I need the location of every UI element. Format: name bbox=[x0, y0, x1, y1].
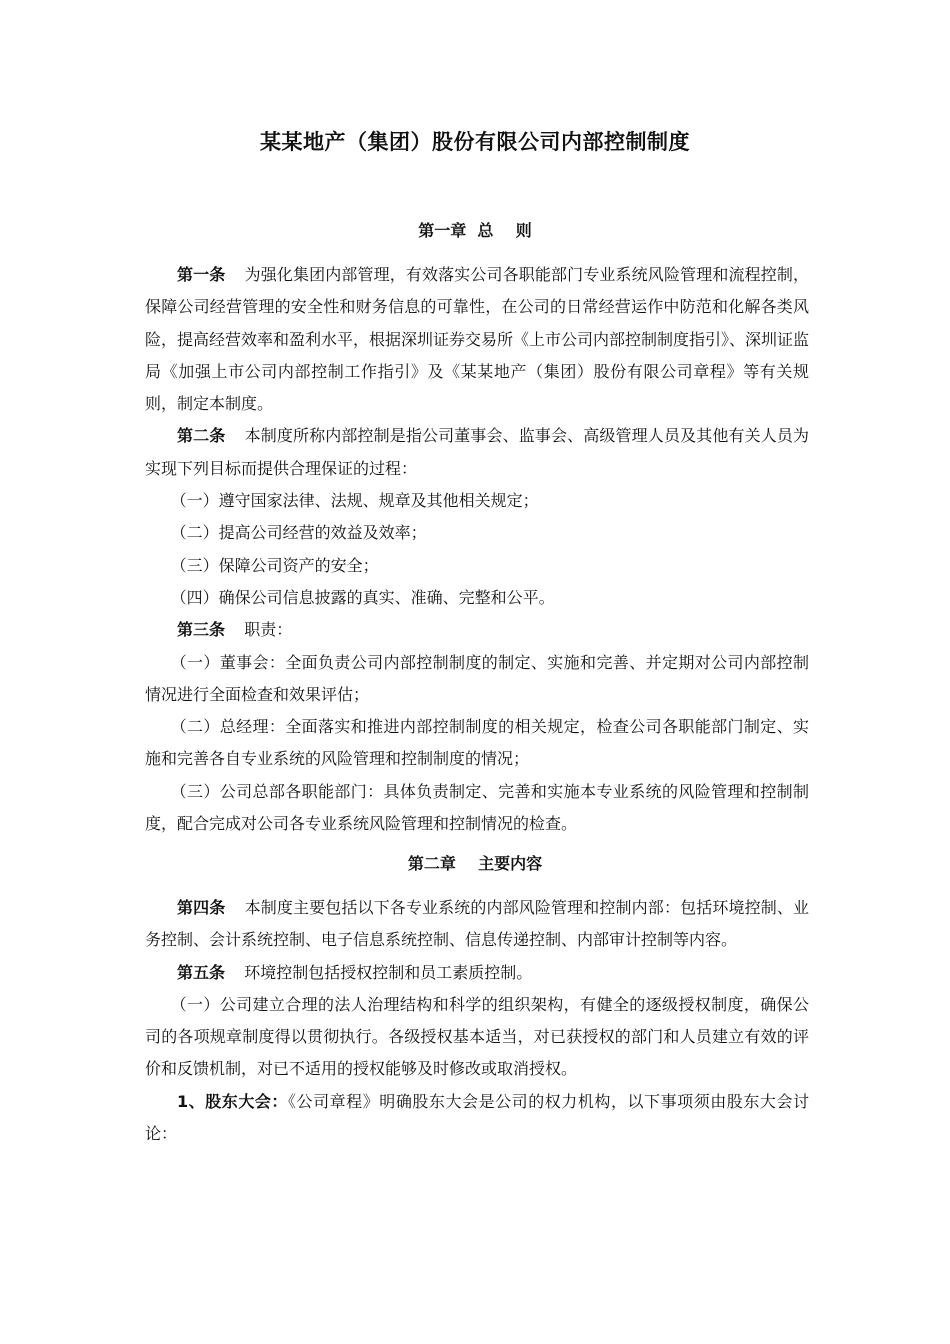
article-5 bbox=[145, 957, 809, 989]
article-2-item-1: （一）遵守国家法律、法规、规章及其他相关规定； bbox=[170, 491, 539, 511]
article-4-label: 第四条 bbox=[177, 898, 226, 917]
article-2-item-4: （四）确保公司信息披露的真实、准确、完整和公平。 bbox=[170, 587, 555, 607]
article-4 bbox=[145, 892, 809, 957]
article-3-item-1: （一）董事会：全面负责公司内部控制制度的制定、实施和完善、并定期对公司内部控制情况进行全面检查和效果评估； bbox=[145, 652, 809, 704]
chapter-1-heading: 第一章 总 则 bbox=[418, 221, 532, 240]
article-5-sub-1 bbox=[145, 1086, 809, 1151]
article-3-text: 职责： bbox=[244, 620, 293, 640]
chapter-1-body bbox=[145, 259, 809, 840]
article-1-label: 第一条 bbox=[177, 265, 226, 284]
article-3-label: 第三条 bbox=[177, 620, 226, 640]
article-2-item-2: （二）提高公司经营的效益及效率； bbox=[170, 523, 427, 543]
article-5-label: 第五条 bbox=[177, 962, 226, 982]
article-1-text: 为强化集团内部管理，有效落实公司各职能部门专业系统风险管理和流程控制，保障公司经营管理的安全性和财务信息的可靠性，在公司的日常经营运作中防范和化解各类风险，提高经营效率和盈利水平，根据深圳证券交易所《上市公司内部控制制度指引》、深圳证监局《加强上市公司内部控制工作指引》及《某某地产（集团）股份有限公司章程》等有关规则，制定本制度。 bbox=[145, 265, 810, 414]
chapter-2-heading: 第二章 主要内容 bbox=[407, 854, 543, 873]
article-4-text: 本制度主要包括以下各专业系统的内部风险管理和控制内部：包括环境控制、业务控制、会计系统控制、电子信息系统控制、信息传递控制、内部审计控制等内容。 bbox=[145, 898, 809, 950]
article-1 bbox=[145, 259, 809, 420]
article-5-item-1: （一）公司建立合理的法人治理结构和科学的组织架构，有健全的逐级授权制度，确保公司的各项规章制度得以贯彻执行。各级授权基本适当，对已获授权的部门和人员建立有效的评价和反馈机制，对已不适用的授权能够及时修改或取消授权。 bbox=[145, 994, 809, 1079]
article-2 bbox=[145, 420, 809, 485]
article-5-text: 环境控制包括授权控制和员工素质控制。 bbox=[244, 962, 533, 982]
article-5-sub-1-text: 《公司章程》明确股东大会是公司的权力机构，以下事项须由股东大会讨论： bbox=[145, 1091, 809, 1144]
chapter-2-body bbox=[145, 892, 809, 1150]
article-5-sub-1-label: 1、股东大会： bbox=[177, 1091, 288, 1111]
document-title: 某某地产（集团）股份有限公司内部控制制度 bbox=[260, 130, 690, 154]
article-2-item-3: （三）保障公司资产的安全； bbox=[170, 555, 379, 575]
article-2-text: 本制度所称内部控制是指公司董事会、监事会、高级管理人员及其他有关人员为实现下列目标而提供合理保证的过程： bbox=[145, 426, 809, 478]
article-3-item-3: （三）公司总部各职能部门：具体负责制定、完善和实施本专业系统的风险管理和控制制度，配合完成对公司各专业系统风险管理和控制情况的检查。 bbox=[145, 781, 809, 834]
article-3 bbox=[145, 614, 809, 646]
article-2-label: 第二条 bbox=[177, 426, 226, 446]
article-3-item-2: （二）总经理：全面落实和推进内部控制制度的相关规定，检查公司各职能部门制定、实施和完善各自专业系统的风险管理和控制制度的情况； bbox=[145, 717, 809, 769]
